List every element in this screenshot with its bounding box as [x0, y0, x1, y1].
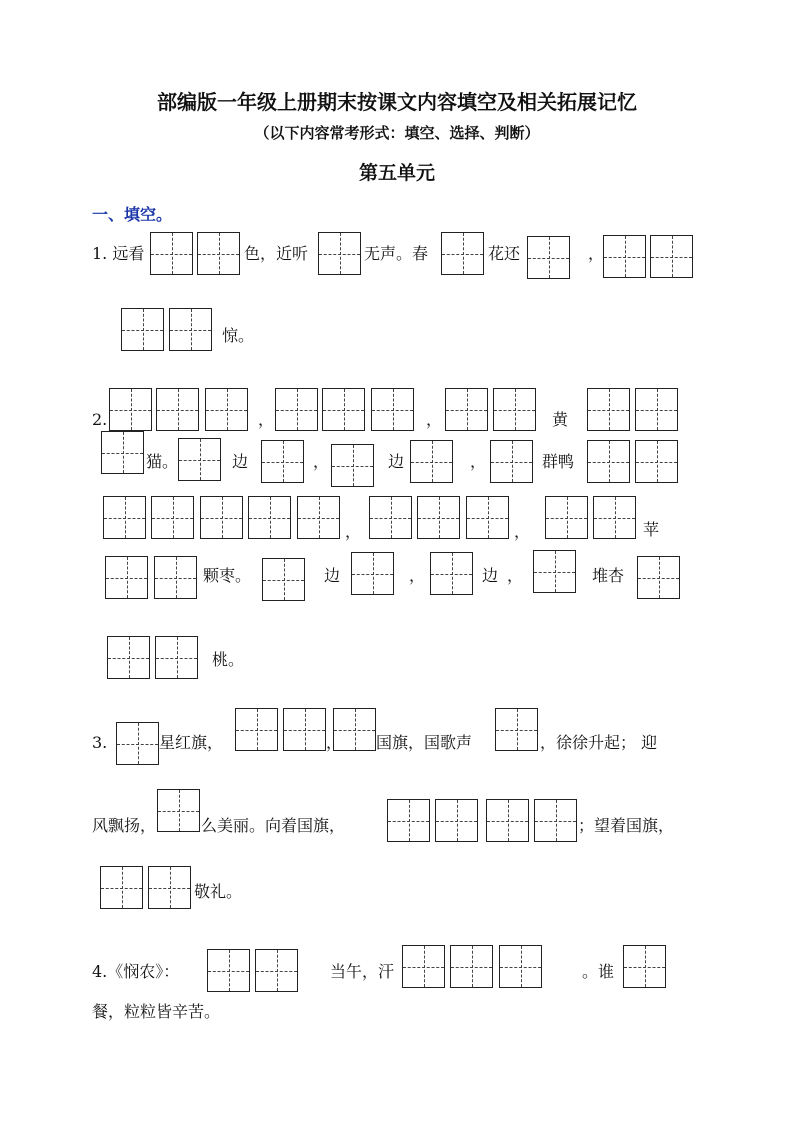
q3-text-7: 敬礼。 — [194, 882, 243, 901]
q3-text-5: 么美丽。向着国旗， — [201, 816, 346, 835]
writing-box[interactable] — [635, 440, 678, 483]
writing-box[interactable] — [116, 722, 159, 765]
q3-text-2: 国旗，国歌声 — [376, 733, 473, 752]
writing-box[interactable] — [527, 236, 570, 279]
writing-box[interactable] — [637, 556, 680, 599]
writing-box[interactable] — [297, 496, 340, 539]
writing-box[interactable] — [283, 708, 326, 751]
writing-box[interactable] — [331, 444, 374, 487]
writing-box[interactable] — [635, 388, 678, 431]
writing-box[interactable] — [603, 235, 646, 278]
writing-box[interactable] — [105, 556, 148, 599]
writing-box[interactable] — [369, 496, 412, 539]
q4-text-2: 。谁 — [582, 962, 615, 981]
writing-box[interactable] — [248, 496, 291, 539]
q1-text-4: ， — [588, 244, 605, 263]
writing-box[interactable] — [410, 440, 453, 483]
comma: ， — [326, 733, 343, 752]
writing-box[interactable] — [178, 438, 221, 481]
writing-box[interactable] — [155, 636, 198, 679]
q4-number: 4.《悯农》： — [92, 962, 180, 981]
writing-box[interactable] — [109, 388, 152, 431]
writing-box[interactable] — [121, 308, 164, 351]
q2-huang: 黄 — [552, 410, 569, 429]
q2-duixing: 堆杏 — [592, 566, 625, 585]
q3-text-3: ，徐徐升起； 迎 — [540, 733, 658, 752]
q4-text-3: 餐，粒粒皆辛苦。 — [92, 1002, 221, 1021]
writing-box[interactable] — [154, 556, 197, 599]
writing-box[interactable] — [205, 388, 248, 431]
writing-box[interactable] — [197, 232, 240, 275]
q2-kezao: 颗枣。 — [203, 566, 252, 585]
writing-box[interactable] — [207, 949, 250, 992]
writing-box[interactable] — [450, 945, 493, 988]
writing-box[interactable] — [650, 235, 693, 278]
writing-box[interactable] — [493, 388, 536, 431]
writing-box[interactable] — [235, 708, 278, 751]
q2-bian-3: 边 — [324, 566, 341, 585]
page-title: 部编版一年级上册期末按课文内容填空及相关拓展记忆 — [157, 90, 637, 114]
writing-box[interactable] — [275, 388, 318, 431]
q1-text-1: 色，近听 — [244, 244, 309, 263]
q1-text-3: 花还 — [488, 244, 521, 263]
writing-box[interactable] — [534, 799, 577, 842]
writing-box[interactable] — [255, 949, 298, 992]
q3-text-1: 星红旗， — [159, 733, 224, 752]
writing-box[interactable] — [490, 440, 533, 483]
comma: ， — [514, 522, 531, 541]
writing-box[interactable] — [441, 232, 484, 275]
q2-ping: 苹 — [643, 520, 660, 539]
writing-box[interactable] — [533, 550, 576, 593]
writing-box[interactable] — [371, 388, 414, 431]
writing-box[interactable] — [157, 789, 200, 832]
writing-box[interactable] — [402, 945, 445, 988]
q2-number: 2. — [92, 410, 108, 429]
q2-bian-1: 边 — [232, 452, 249, 471]
writing-box[interactable] — [169, 308, 212, 351]
writing-box[interactable] — [261, 440, 304, 483]
writing-box[interactable] — [587, 388, 630, 431]
writing-box[interactable] — [103, 496, 146, 539]
writing-box[interactable] — [151, 496, 194, 539]
writing-box[interactable] — [623, 945, 666, 988]
unit-heading: 第五单元 — [358, 162, 435, 184]
writing-box[interactable] — [545, 496, 588, 539]
writing-box[interactable] — [101, 431, 144, 474]
comma: ， — [345, 522, 362, 541]
comma: ， — [313, 452, 330, 471]
writing-box[interactable] — [107, 636, 150, 679]
writing-box[interactable] — [100, 866, 143, 909]
writing-box[interactable] — [156, 388, 199, 431]
writing-box[interactable] — [333, 708, 376, 751]
comma: ， — [426, 410, 443, 429]
q2-bian-2: 边 — [388, 452, 405, 471]
writing-box[interactable] — [322, 388, 365, 431]
section-heading: 一、填空。 — [92, 205, 173, 224]
q3-number: 3. — [92, 733, 108, 752]
writing-box[interactable] — [445, 388, 488, 431]
writing-box[interactable] — [417, 496, 460, 539]
page-subtitle: （以下内容常考形式：填空、选择、判断） — [254, 124, 540, 142]
q1-text-5: 惊。 — [222, 326, 255, 345]
writing-box[interactable] — [466, 496, 509, 539]
writing-box[interactable] — [150, 232, 193, 275]
writing-box[interactable] — [351, 552, 394, 595]
q2-tao: 桃。 — [212, 650, 245, 669]
writing-box[interactable] — [495, 708, 538, 751]
writing-box[interactable] — [593, 496, 636, 539]
comma: ， — [409, 566, 426, 585]
writing-box[interactable] — [148, 866, 191, 909]
writing-box[interactable] — [587, 440, 630, 483]
q2-qunya: 群鸭 — [542, 452, 575, 471]
q1-number: 1. 远看 — [92, 244, 145, 263]
writing-box[interactable] — [435, 799, 478, 842]
comma: ， — [507, 566, 524, 585]
q3-text-4: 风飘扬， — [92, 816, 157, 835]
q1-text-2: 无声。春 — [364, 244, 429, 263]
comma: ， — [470, 452, 487, 471]
comma: ， — [258, 410, 275, 429]
q4-text-1: 当午，汗 — [330, 962, 395, 981]
writing-box[interactable] — [499, 945, 542, 988]
q3-text-6: ；望着国旗， — [578, 816, 675, 835]
q2-mao: 猫。 — [146, 452, 179, 471]
writing-box[interactable] — [262, 558, 305, 601]
writing-box[interactable] — [486, 799, 529, 842]
writing-box[interactable] — [318, 232, 361, 275]
writing-box[interactable] — [430, 552, 473, 595]
writing-box[interactable] — [200, 496, 243, 539]
writing-box[interactable] — [387, 799, 430, 842]
q2-bian-4: 边 — [482, 566, 499, 585]
